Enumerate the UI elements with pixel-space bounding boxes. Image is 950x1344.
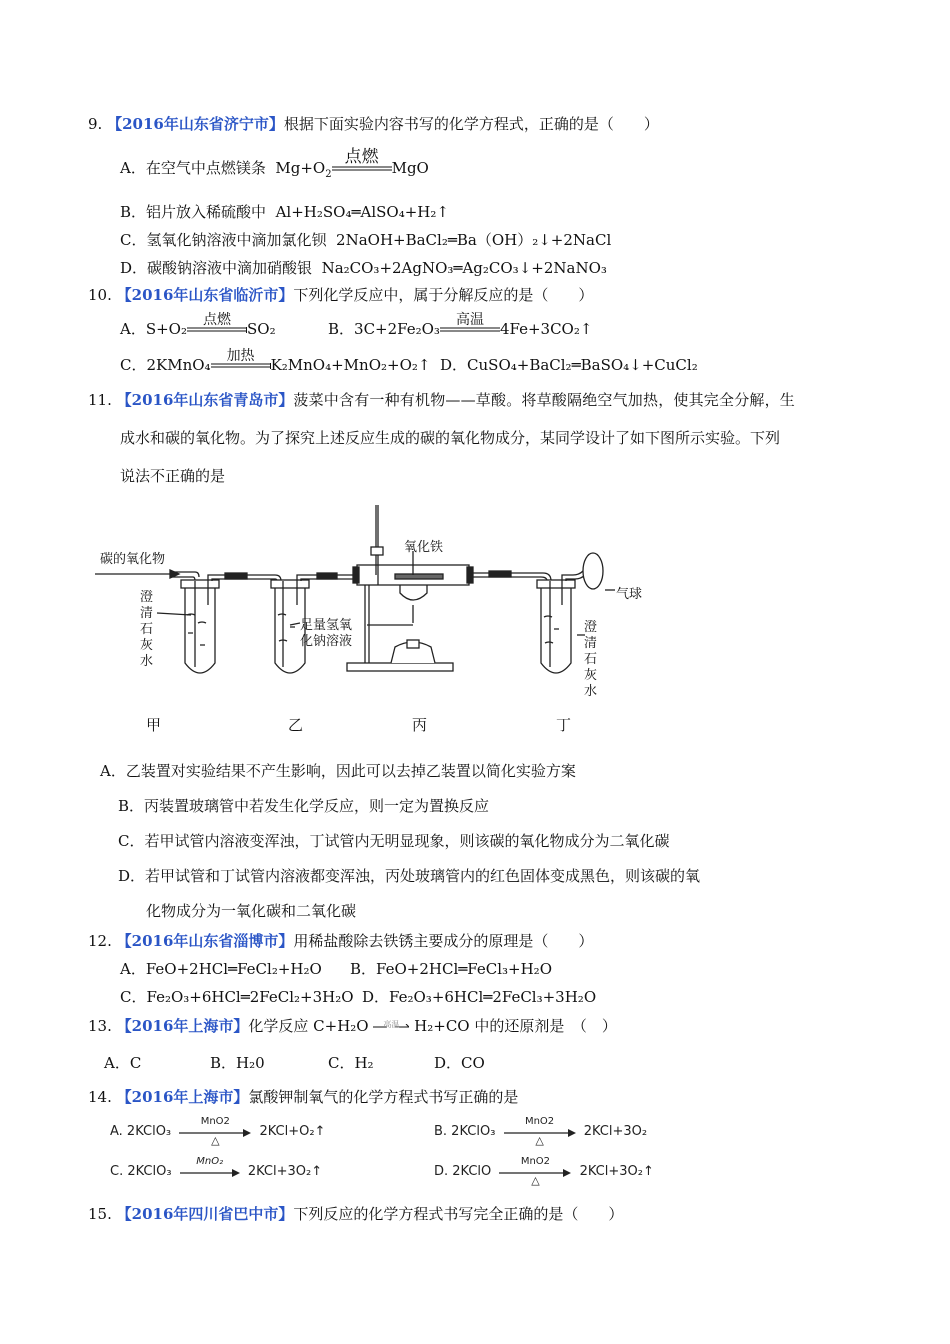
option-9b: [120, 202, 449, 222]
option-12a: A．FeO+2HCl═FeCl₂+H₂O: [120, 960, 322, 978]
option-14a: [110, 1115, 326, 1147]
equation-right: 2KCl+3O₂: [583, 1124, 648, 1139]
equation-left: C．2KMnO₄: [120, 356, 211, 374]
label-balloon: 气球: [616, 587, 643, 602]
question-source: 【2016年山东省青岛市】: [116, 391, 294, 409]
label-iron-oxide: 氧化铁: [404, 540, 444, 555]
equation-right: 2KCl+3O₂↑: [579, 1164, 654, 1179]
option-11a: A．乙装置对实验结果不产生影响，因此可以去掉乙装置以简化实验方案: [100, 762, 576, 780]
option-text: B．铝片放入稀硫酸中: [120, 203, 267, 221]
option-14d: [434, 1155, 654, 1187]
question-source: 【2016年上海市】: [116, 1088, 249, 1106]
option-11b: B．丙装置玻璃管中若发生化学反应，则一定为置换反应: [118, 797, 490, 815]
option-11d-line2: 化物成分为一氧化碳和二氧化碳: [146, 902, 357, 920]
option-13b: B．H₂0: [210, 1054, 265, 1072]
option-14c: [110, 1155, 323, 1179]
option-11d: D．若甲试管和丁试管内溶液都变浑浊，丙处玻璃管内的红色固体变成黑色，则该碳的氧: [118, 867, 701, 885]
reaction-arrow: MnO2 △: [499, 1165, 571, 1179]
equation: Al+H₂SO₄═AlSO₄+H₂↑: [275, 203, 449, 221]
question-stem: 根据下面实验内容书写的化学方程式，正确的是（ ）: [283, 115, 659, 133]
label-jia: 甲: [146, 716, 162, 734]
question-number: 14.: [88, 1088, 112, 1106]
option-10d: [440, 355, 698, 375]
question-stem: 化学反应 C+H₂O: [248, 1017, 369, 1035]
option-9a: A．在空气中点燃镁条 $Mg+O_2$ 点燃 MgO: [120, 147, 429, 180]
option-10b: [328, 312, 593, 339]
option-text: C．氢氧化钠溶液中滴加氯化钡: [120, 231, 327, 249]
option-text: D．CuSO₄+BaCl₂═BaSO₄↓+CuCl₂: [440, 356, 698, 374]
question-source: 【2016年山东省临沂市】: [116, 286, 294, 304]
label-naoh: 足量氢氧化钠溶液: [300, 618, 353, 649]
option-11c: C．若甲试管内溶液变浑浊，丁试管内无明显现象，则该碳的氧化物成分为二氧化碳: [118, 832, 670, 850]
question-number: 9.: [88, 115, 103, 133]
option-14b: [434, 1115, 648, 1147]
option-13c: C．H₂: [328, 1054, 374, 1072]
reaction-condition: 高温: [373, 1024, 409, 1030]
reaction-arrow: MnO2 △: [179, 1125, 251, 1139]
question-source: 【2016年山东省淄博市】: [116, 932, 294, 950]
question-12: [88, 931, 593, 951]
equation: 2NaOH+BaCl₂═Ba（OH）₂↓+2NaCl: [336, 231, 612, 249]
equation-left: A．S+O₂: [120, 320, 187, 338]
label-bing: 丙: [412, 716, 428, 734]
label-inlet: 碳的氧化物: [100, 552, 166, 567]
option-13d: D．CO: [434, 1054, 485, 1072]
reaction-condition: 点燃: [203, 312, 231, 328]
question-stem: 氯酸钾制氧气的化学方程式书写正确的是: [248, 1088, 519, 1106]
equation-left: B．3C+2Fe₂O₃: [328, 320, 440, 338]
option-12b: B．FeO+2HCl═FeCl₃+H₂O: [350, 960, 552, 978]
question-10: [88, 285, 593, 305]
option-text: A．在空气中点燃镁条: [120, 159, 266, 177]
equation-left: D. 2KClO: [434, 1164, 492, 1179]
question-number: 15.: [88, 1205, 112, 1223]
option-9c: [120, 230, 611, 250]
question-number: 11.: [88, 391, 112, 409]
equation-right: 2KCl+3O₂↑: [247, 1164, 323, 1179]
option-text: D．碳酸钠溶液中滴加硝酸银: [120, 259, 313, 277]
experiment-apparatus-figure: [95, 495, 655, 705]
equation: Na₂CO₃+2AgNO₃═Ag₂CO₃↓+2NaNO₃: [321, 259, 607, 277]
question-number: 10.: [88, 286, 112, 304]
question-15: [88, 1204, 623, 1224]
reaction-condition: 加热: [226, 348, 255, 364]
question-stem: 下列反应的化学方程式书写完全正确的是（ ）: [293, 1205, 624, 1223]
equation-right: MgO: [391, 159, 429, 177]
equation-right: 4Fe+3CO₂↑: [499, 320, 593, 338]
reaction-condition: 高温: [455, 312, 484, 328]
label-limewater-jia: 澄清石灰水: [140, 590, 154, 669]
question-stem: 下列化学反应中，属于分解反应的是（ ）: [293, 286, 594, 304]
reaction-arrow: MnO₂: [180, 1165, 240, 1179]
reaction-arrow: MnO2 △: [504, 1125, 576, 1139]
option-10c: [120, 348, 431, 375]
option-12d: D．Fe₂O₃+6HCl═2FeCl₃+3H₂O: [362, 988, 597, 1006]
question-source: 【2016年四川省巴中市】: [116, 1205, 294, 1223]
option-13a: A．C: [104, 1054, 142, 1072]
equation-right: 2KCl+O₂↑: [259, 1124, 326, 1139]
label-yi: 乙: [288, 716, 304, 734]
reaction-condition: 点燃: [344, 147, 379, 167]
tube-jia: [185, 588, 215, 673]
equation-right: SO₂: [247, 320, 276, 338]
equation-left: C. 2KClO₃: [110, 1164, 172, 1179]
option-9d: [120, 258, 607, 278]
stand-base: [347, 663, 453, 671]
question-14: [88, 1087, 518, 1107]
question-number: 12.: [88, 932, 112, 950]
question-stem: 菠菜中含有一种有机物——草酸。将草酸隔绝空气加热，使其完全分解，生: [293, 391, 795, 409]
question-source: 【2016年山东省济宁市】: [107, 115, 284, 133]
question-number: 13.: [88, 1017, 112, 1035]
tube-ding: [541, 588, 571, 673]
question-source: 【2016年上海市】: [116, 1017, 249, 1035]
question-11: [88, 390, 795, 410]
question-stem: 用稀盐酸除去铁锈主要成分的原理是（ ）: [293, 932, 594, 950]
question-11-line3: 说法不正确的是: [120, 467, 226, 485]
equation-left: Mg+O: [275, 159, 326, 177]
question-11-line2: 成水和碳的氧化物。为了探究上述反应生成的碳的氧化物成分，某同学设计了如下图所示实验。下列: [120, 429, 781, 447]
equation-left: B. 2KClO₃: [434, 1124, 496, 1139]
label-ding: 丁: [556, 716, 572, 734]
balloon: [583, 553, 603, 589]
question-9: [88, 114, 659, 134]
label-limewater-ding: 澄清石灰水: [584, 620, 598, 699]
equation-left: A. 2KClO₃: [110, 1124, 172, 1139]
option-10a: [120, 312, 276, 339]
option-12c: C．Fe₂O₃+6HCl═2FeCl₂+3H₂O: [120, 988, 354, 1006]
question-13: [88, 1016, 617, 1036]
equation-right: K₂MnO₄+MnO₂+O₂↑: [270, 356, 431, 374]
question-stem-cont: H₂+CO 中的还原剂是 （ ）: [414, 1017, 617, 1035]
